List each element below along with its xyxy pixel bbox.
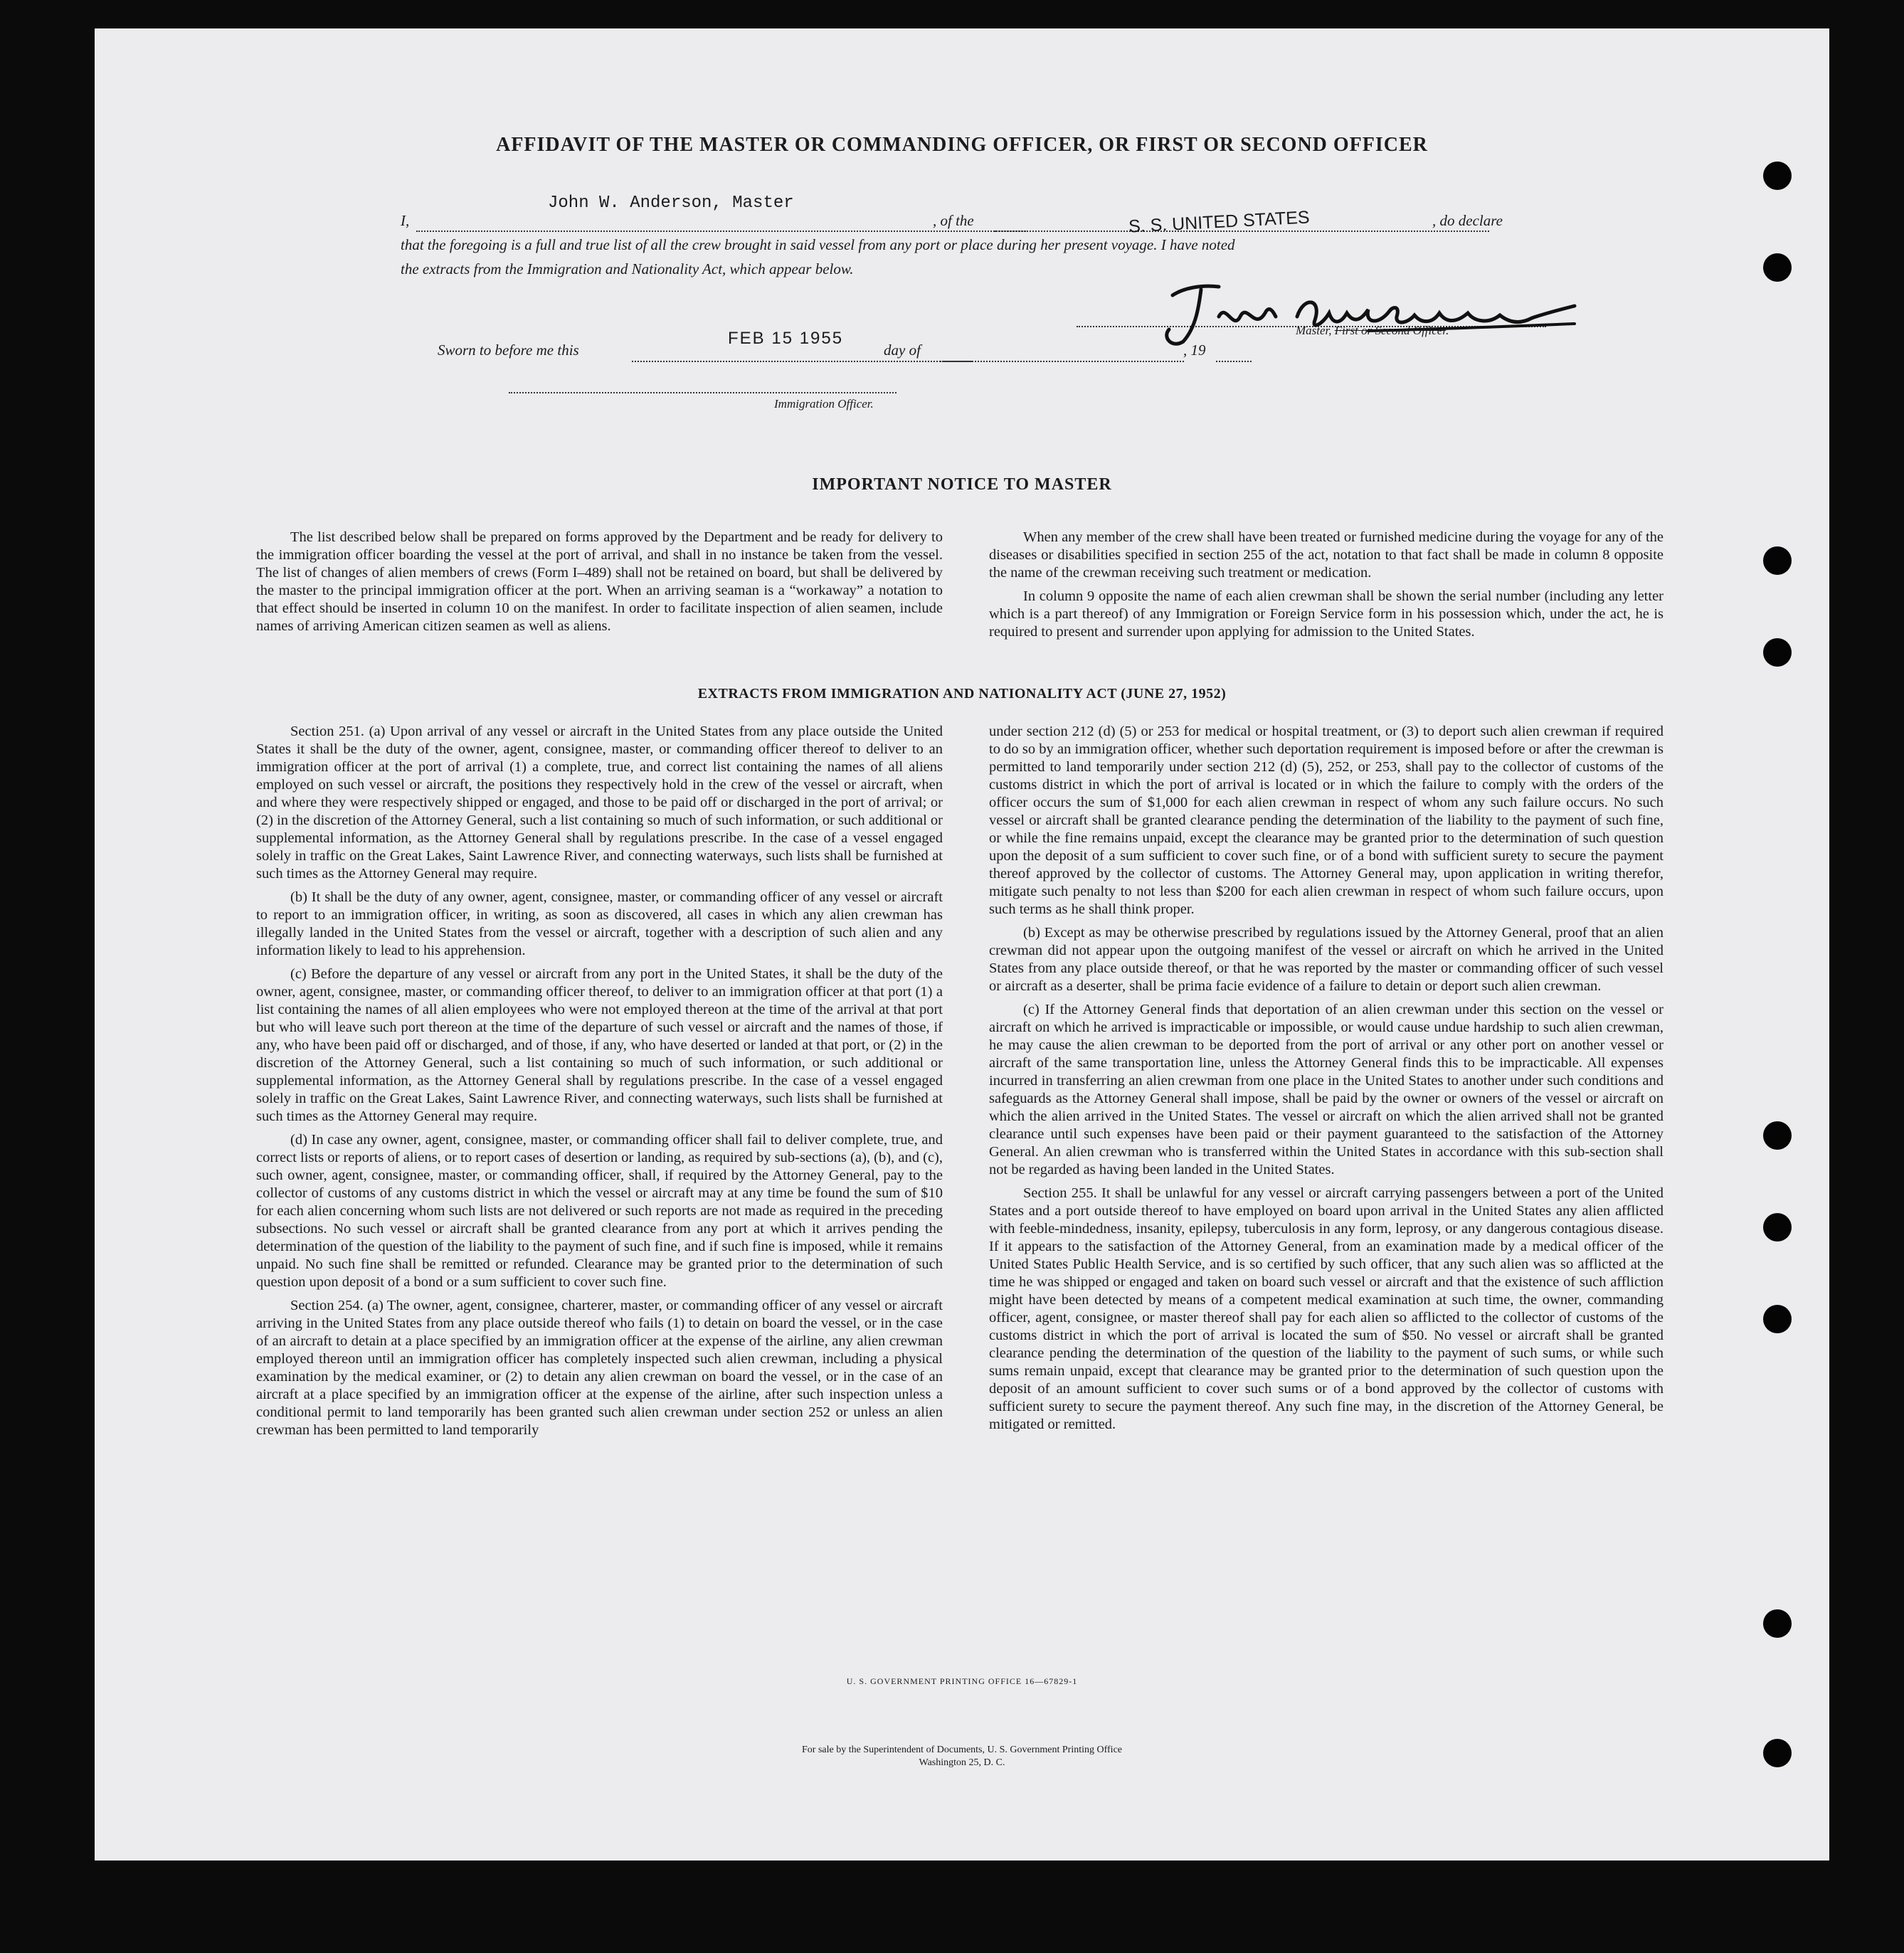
sale-line-2: Washington 25, D. C. [919, 1757, 1005, 1768]
extracts-left-column [256, 723, 943, 1445]
section-254-a-continued: under section 212 (d) (5) or 253 for medical or hospital treatment, or (3) to deport such alien crewman if required to do so by an immigration officer, whether such deportation requirement is imposed before or after the crewman is permitted to land temporarily under section 212 (d) (5), 252, or 253, shall pay to the collector of customs of the customs district in which the port of arrival is located or in which the failure to comply with the orders of the officer occurs the sum of $1,000 for each alien crewman in respect of whom any such failure occurs. No such vessel or aircraft shall be granted clearance pending the determination of the liability to the payment of such fine, or while the fine remains unpaid, except the clearance may be granted prior to the determination of such question upon the deposit of a sum sufficient to cover such fine, or of a bond with sufficient surety to secure the payment thereof approved by the collector of customs. The Attorney General may, upon application in writing therefor, mitigate such penalty to not less than $200 for each alien crewman in respect of whom such failure occurs, upon such terms as he shall think proper. [989, 724, 1664, 917]
binder-hole [1763, 162, 1792, 190]
i-label: I, [401, 212, 410, 229]
immigration-officer-line [509, 392, 897, 393]
sale-line-1: For sale by the Superintendent of Documents, U. S. Government Printing Office [802, 1745, 1122, 1755]
section-251-a: Section 251. (a) Upon arrival of any vessel or aircraft in the United States from any place outside the United States it shall be the duty of the owner, agent, consignee, master, or commanding officer thereof to deliver to an immigration officer at the port of arrival (1) a complete, true, and correct list containing the names of all aliens employed on such vessel or aircraft, the positions they respectively hold in the crew of the vessel or aircraft, when and where they were respectively shipped or engaged, and those to be paid off or discharged in the port of arrival; or (2) in the discretion of the Attorney General, such a list containing so much of such information, or such additional or supplemental information, as the Attorney General shall by regulations prescribe. In the case of a vessel engaged solely in traffic on the Great Lakes, Saint Lawrence River, and connecting waterways, such lists shall be furnished at such times as the Attorney General may require. [256, 724, 943, 882]
section-254-c: (c) If the Attorney General finds that deportation of an alien crewman under this section on the vessel or aircraft on which he arrived is impracticable or impossible, or would cause undue hardship to such alien crewman, he may cause the alien crewman to be deported from the port of arrival or any other port on another vessel or aircraft of the same transportation line, unless the Attorney General finds this to be impracticable. All expenses incurred in transferring an alien crewman from one place in the United States to another under such conditions and safeguards as the Attorney General shall impose, shall be paid by the owner or owners of the vessel or aircraft on which the alien arrived in the United States. The vessel or aircraft on which the alien arrived shall not be granted clearance until such expenses have been paid or their payment guaranteed to the satisfaction of the Attorney General. An alien crewman who is transferred within the United States in accordance with this sub-section shall not be regarded as having been landed in the United States. [989, 1002, 1664, 1177]
immigration-officer-caption: Immigration Officer. [774, 397, 874, 411]
binder-hole [1763, 638, 1792, 667]
notice-heading: IMPORTANT NOTICE TO MASTER [812, 475, 1112, 494]
binder-hole [1763, 1121, 1792, 1150]
binder-hole [1763, 1213, 1792, 1242]
officer-name: John W. Anderson, Master [548, 194, 794, 213]
signature-caption [1296, 324, 1449, 338]
affidavit-title: AFFIDAVIT OF THE MASTER OR COMMANDING OFFICER, OR FIRST OR SECOND OFFICER [496, 134, 1428, 156]
sale-notice [95, 1744, 1829, 1769]
section-255: Section 255. It shall be unlawful for any vessel or aircraft carrying passengers between a port of the United States and a port outside thereof to have employed on board upon arrival in the United States any alien afflicted with feeble-mindedness, insanity, epilepsy, tuberculosis in any form, leprosy, or any dangerous contagious disease. If it appears to the satisfaction of the Attorney General, from an examination made by a medical officer of the United States Public Health Service, and is so certified by such officer, that any such alien was so afflicted at the time he was shipped or engaged and taken on board such vessel or aircraft and that the existence of such affliction might have been detected by means of a competent medical examination at such time, the owner, commanding officer, agent, consignee, or master thereof shall pay for each alien so afflicted to the collector of customs of the customs district in which the port of arrival is located the sum of $50. No vessel or aircraft shall be granted clearance pending the determination of the question of the liability to the payment of such sums, or while such sums remain unpaid, except that clearance may be granted prior to the determination of such question upon the deposit of an amount sufficient to cover such sums or of a bond approved by the collector of customs with sufficient surety to secure the payment thereof. Any such fine may, in the discretion of the Attorney General, be mitigated or remitted. [989, 1185, 1664, 1432]
notice-left-paragraph: The list described below shall be prepared on forms approved by the Department and be ready for delivery to the immigration officer boarding the vessel at the port of arrival, and shall in no instance be taken from the vessel. The list of changes of alien members of crews (Form I–489) shall not be retained on board, but shall be delivered by the master to the principal immigration officer at the port. When an arriving seaman is a “workaway” a notation to that effect should be inserted in column 10 on the manifest. In order to facilitate inspection of alien seamen, include names of arriving American citizen seamen as well as aliens. [256, 529, 943, 634]
section-251-b: (b) It shall be the duty of any owner, agent, consignee, master, or commanding officer of any vessel or aircraft to report to an immigration officer, in writing, as soon as discovered, all cases in which any alien crewman has illegally landed in the United States from the vessel or aircraft, together with a description of such alien and any information likely to lead to his apprehension. [256, 889, 943, 958]
vessel-name-stamp: S. S. UNITED STATES [1128, 207, 1311, 237]
section-251-d: (d) In case any owner, agent, consignee, master, or commanding officer shall fail to deliver complete, true, and correct lists or reports of aliens, or to report cases of desertion or landing, as required by sub-sections (a), (b), and (c), such owner, agent, consignee, master, or commanding officer, shall, if required by the Attorney General, pay to the collector of customs of any customs district in which the vessel or aircraft may at any time be found the sum of $10 for each alien concerning whom such lists are not delivered or such reports are not made as required in the preceding subsections. No such vessel or aircraft shall be granted clearance from any port at which it arrives pending the determination of the question of the liability to the payment of such fine, and if such fine is imposed, while it remains unpaid. No such fine shall be remitted or refunded. Clearance may be granted prior to the determination of such question upon deposit of a bond or a sum sufficient to cover such fine. [256, 1132, 943, 1290]
day-of-label: day of [884, 342, 921, 359]
notice-left-column [256, 529, 943, 641]
notice-right-paragraph-1: When any member of the crew shall have been treated or furnished medicine during the voyage for any of the diseases or disabilities specified in section 255 of the act, notation to that fact shall be made in column 8 opposite the name of the crewman receiving such treatment or medication. [989, 529, 1664, 581]
section-254-b: (b) Except as may be otherwise prescribed by regulations issued by the Attorney General, proof that an alien crewman did not appear upon the outgoing manifest of the vessel or aircraft on which he arrived in the United States from any place outside thereof, or that he was reported by the master or commanding officer of such vessel or aircraft as a deserter, shall be prima facie evidence of a failure to detain or deport such alien crewman. [989, 925, 1664, 994]
binder-hole [1763, 1739, 1792, 1767]
binder-hole [1763, 1305, 1792, 1333]
sworn-date-stamp: FEB 15 1955 [728, 329, 844, 348]
binder-hole [1763, 546, 1792, 575]
sworn-date-line [632, 361, 972, 362]
declaration-line-1: that the foregoing is a full and true list of all the crew brought in said vessel from any port or place during her present voyage. I have noted [401, 236, 1235, 253]
printing-office-line: U. S. GOVERNMENT PRINTING OFFICE 16—67829-1 [846, 1676, 1078, 1686]
signature-caption-master: Master, [1296, 324, 1332, 337]
extracts-right-column [989, 723, 1664, 1439]
do-declare-label: , do declare [1432, 212, 1503, 229]
sworn-label: Sworn to before me this [438, 342, 579, 359]
binder-hole [1763, 1609, 1792, 1638]
extracts-heading: EXTRACTS FROM IMMIGRATION AND NATIONALITY ACT (JUNE 27, 1952) [697, 686, 1227, 702]
notice-right-paragraph-2: In column 9 opposite the name of each alien crewman shall be shown the serial number (including any letter which is a part thereof) of any Immigration or Foreign Service form in his possession which, under the act, he is required to present and surrender upon applying for admission to the United States. [989, 588, 1664, 640]
declaration-line-2: the extracts from the Immigration and Nationality Act, which appear below. [401, 260, 854, 277]
of-the-label: , of the [933, 212, 974, 229]
section-254-a: Section 254. (a) The owner, agent, consignee, charterer, master, or commanding officer of any vessel or aircraft arriving in the United States from any place outside thereof who fails (1) to detain on board the vessel, or in the case of an aircraft to detain at a place specified by an immigration officer at the expense of the airline, any alien crewman employed thereon until an immigration officer has completely inspected such alien crewman, including a physical examination by the medical examiner, or (2) to detain any alien crewman on board the vessel, or in the case of an aircraft at a place specified by an immigration officer at the expense of the airline, after such inspection unless a conditional permit to land temporarily has been granted such alien crewman under section 252 or unless an alien crewman has been permitted to land temporarily [256, 1298, 943, 1438]
binder-hole [1763, 253, 1792, 282]
officer-name-line [416, 231, 1028, 232]
signature-caption-period: . [1446, 324, 1449, 337]
master-signature [1133, 274, 1646, 352]
section-251-c: (c) Before the departure of any vessel or aircraft from any port in the United States, it shall be the duty of the owner, agent, consignee, master, or commanding officer thereof, to deliver to an immigration officer at that port (1) a list containing the names of all alien employees who were not employed thereon at the time of the arrival at that port but who will leave such port thereon at the time of the departure of such vessel or aircraft and the names of those, if any, who have been paid off or discharged, and of those, if any, who have deserted or landed at that port, or (2) in the discretion of the Attorney General, such a list containing so much of such information, or such additional or supplemental information, as the Attorney General shall by regulations prescribe. In the case of a vessel engaged solely in traffic on the Great Lakes, Saint Lawrence River, and connecting waterways, such lists shall be furnished at such times as the Attorney General may require. [256, 966, 943, 1124]
notice-right-column [989, 529, 1664, 647]
year-line [1216, 361, 1252, 362]
signature-caption-struck: First or Second Officer [1334, 324, 1446, 337]
month-line [940, 361, 1184, 362]
year-label: , 19 [1183, 342, 1206, 359]
document-page [95, 28, 1829, 1861]
